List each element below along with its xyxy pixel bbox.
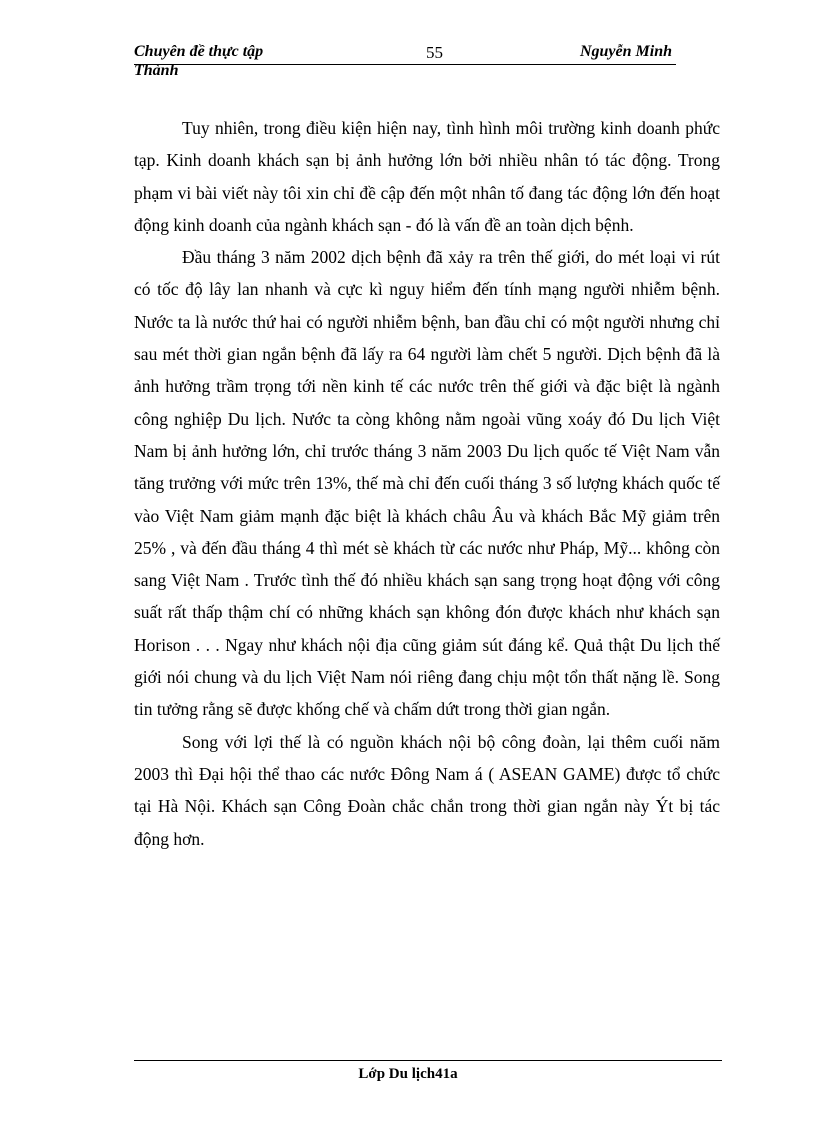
- body-text: [134, 112, 720, 855]
- header-author-name: Nguyễn Minh: [579, 43, 672, 60]
- header-author-name-continuation: Thành: [134, 62, 179, 79]
- header-document-title: Chuyên đề thực tập: [134, 43, 264, 60]
- page-header: [134, 42, 676, 65]
- paragraph: Đầu tháng 3 năm 2002 dịch bệnh đã xảy ra trên thế giới, do mét loại vi rút có tốc độ lây lan nhanh và cực kì nguy hiểm đến tính mạng người nhiễm bệnh. Nước ta là nước thứ hai có người nhiễm bệnh, ban đầu chỉ có một người nhưng chỉ sau mét thời gian ngắn bệnh đã lấy ra 64 người làm chết 5 người. Dịch bệnh đã là ảnh hưởng trầm trọng tới nền kinh tế các nước trên thế giới và đặc biệt là ngành công nghiệp Du lịch. Nước ta còng không nằm ngoài vũng xoáy đó Du lịch Việt Nam bị ảnh hưởng lớn, chỉ trước tháng 3 năm 2003 Du lịch quốc tế Việt Nam vẫn tăng trưởng với mức trên 13%, thế mà chỉ đến cuối tháng 3 số lượng khách quốc tế vào Việt Nam giảm mạnh đặc biệt là khách châu Âu và khách Bắc Mỹ giảm trên 25% , và đến đầu tháng 4 thì mét sè khách từ các nước như Pháp, Mỹ... không còn sang Việt Nam . Trước tình thế đó nhiều khách sạn sang trọng hoạt động với công suất rất thấp thậm chí có những khách sạn không đón được khách như khách sạn Horison . . . Ngay như khách nội địa cũng giảm sút đáng kể. Quả thật Du lịch thế giới nói chung và du lịch Việt Nam nói riêng đang chịu một tổn thất nặng lề. Song tin tưởng rằng sẽ được khống chế và chấm dứt trong thời gian ngắn.: [134, 247, 720, 720]
- page-number: 55: [426, 43, 443, 62]
- footer-divider: [134, 1060, 722, 1061]
- page-footer: Lớp Du lịch41a: [358, 1066, 458, 1082]
- paragraph: Song với lợi thế là có nguồn khách nội bộ công đoàn, lại thêm cuối năm 2003 thì Đại hội thể thao các nước Đông Nam á ( ASEAN GAME) được tổ chức tại Hà Nội. Khách sạn Công Đoàn chắc chắn trong thời gian ngắn này Ýt bị tác động hơn.: [134, 731, 720, 849]
- paragraph: Tuy nhiên, trong điều kiện hiện nay, tình hình môi trường kinh doanh phức tạp. Kinh doanh khách sạn bị ảnh hưởng lớn bởi nhiều nhân tó tác động. Trong phạm vi bài viết này tôi xin chỉ đề cập đến một nhân tố đang tác động lớn đến hoạt động kinh doanh của ngành khách sạn - đó là vấn đề an toàn dịch bệnh.: [134, 118, 720, 235]
